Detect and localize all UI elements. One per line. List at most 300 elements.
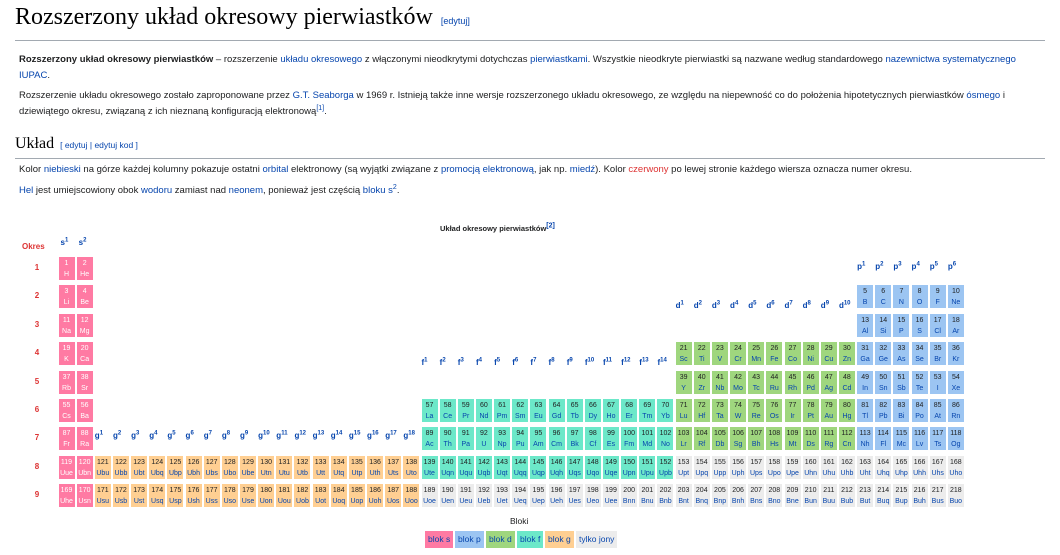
element-cell-ga[interactable]	[856, 341, 874, 366]
element-cell-fm[interactable]	[620, 426, 638, 451]
block-header-p4[interactable]: $p^4$	[911, 261, 920, 271]
element-cell-mc[interactable]	[892, 426, 910, 451]
atomic-number: 166	[913, 458, 926, 466]
element-cell-ti[interactable]	[693, 341, 711, 366]
element-cell-ho[interactable]	[602, 398, 620, 423]
element-cell-bus[interactable]	[929, 483, 947, 508]
link-osmy-okres[interactable]: ósmego	[966, 90, 1001, 101]
block-header-g13[interactable]: $g^{13}$	[312, 430, 325, 441]
element-cell-cr[interactable]	[729, 341, 747, 366]
element-cell-np[interactable]	[493, 426, 511, 451]
element-cell-nh[interactable]	[856, 426, 874, 451]
element-cell-si[interactable]	[874, 313, 892, 338]
element-cell-utn[interactable]	[257, 455, 275, 480]
block-header-g8[interactable]: $g^8$	[221, 430, 231, 441]
block-header-d7[interactable]: $d^7$	[784, 300, 793, 310]
element-cell-ni[interactable]	[802, 341, 820, 366]
element-cell-rg[interactable]	[820, 426, 838, 451]
element-cell-upe[interactable]	[784, 455, 802, 480]
element-cell-co[interactable]	[784, 341, 802, 366]
reference-2[interactable]: [2]	[546, 222, 555, 230]
element-cell-upn[interactable]	[620, 455, 638, 480]
link-seaborg[interactable]: G.T. Seaborga	[292, 90, 354, 101]
element-cell-mg[interactable]	[76, 313, 94, 338]
element-cell-te[interactable]	[911, 370, 929, 395]
element-cell-upp[interactable]	[711, 455, 729, 480]
element-cell-usu[interactable]	[94, 483, 112, 508]
element-cell-uqb[interactable]	[475, 455, 493, 480]
element-cell-se[interactable]	[911, 341, 929, 366]
section-edit-links[interactable]: [ edytuj | edytuj kod ]	[60, 140, 138, 150]
element-cell-pt[interactable]	[802, 398, 820, 423]
element-cell-la[interactable]	[421, 398, 439, 423]
element-cell-u[interactable]	[475, 426, 493, 451]
element-cell-ubb[interactable]	[112, 455, 130, 480]
element-cell-lr[interactable]	[675, 426, 693, 451]
link-neon[interactable]: neonem	[228, 185, 263, 196]
block-header-g11[interactable]: $g^{11}$	[276, 430, 288, 441]
element-cell-upo[interactable]	[765, 455, 783, 480]
element-cell-pd[interactable]	[802, 370, 820, 395]
element-cell-uue[interactable]	[58, 455, 76, 480]
element-cell-y[interactable]	[675, 370, 693, 395]
element-cell-uth[interactable]	[366, 455, 384, 480]
element-cell-ds[interactable]	[802, 426, 820, 451]
block-header-f1[interactable]: $f^1$	[421, 356, 428, 367]
element-cell-ubq[interactable]	[148, 455, 166, 480]
element-cell-ir[interactable]	[784, 398, 802, 423]
element-cell-ueu[interactable]	[457, 483, 475, 508]
element-cell-ge[interactable]	[874, 341, 892, 366]
element-cell-utu[interactable]	[275, 455, 293, 480]
element-cell-ute[interactable]	[421, 455, 439, 480]
element-cell-bnb[interactable]	[656, 483, 674, 508]
element-cell-uhp[interactable]	[892, 455, 910, 480]
element-cell-sr[interactable]	[76, 370, 94, 395]
element-cell-fr[interactable]	[58, 426, 76, 451]
element-cell-usp[interactable]	[166, 483, 184, 508]
block-header-g3[interactable]: $g^3$	[131, 430, 140, 441]
element-cell-bi[interactable]	[892, 398, 910, 423]
link-miedz[interactable]: miedź	[569, 164, 596, 175]
element-cell-upb[interactable]	[656, 455, 674, 480]
element-cell-uqu[interactable]	[457, 455, 475, 480]
element-cell-uqn[interactable]	[439, 455, 457, 480]
element-cell-mn[interactable]	[747, 341, 765, 366]
block-header-d10[interactable]: $d^{10}$	[838, 300, 851, 310]
element-cell-uee[interactable]	[602, 483, 620, 508]
element-cell-buh[interactable]	[911, 483, 929, 508]
block-header-g12[interactable]: $g^{12}$	[294, 430, 307, 441]
element-cell-sg[interactable]	[729, 426, 747, 451]
element-cell-ubu[interactable]	[94, 455, 112, 480]
element-cell-uhq[interactable]	[874, 455, 892, 480]
legend-p[interactable]: blok p	[455, 531, 484, 548]
element-cell-hs[interactable]	[765, 426, 783, 451]
element-cell-cu[interactable]	[820, 341, 838, 366]
element-cell-upu[interactable]	[638, 455, 656, 480]
reference-1[interactable]: [1]	[316, 104, 325, 112]
element-cell-f[interactable]	[929, 284, 947, 309]
element-cell-uos[interactable]	[384, 483, 402, 508]
block-header-d3[interactable]: $d^3$	[711, 300, 721, 310]
element-cell-fl[interactable]	[874, 426, 892, 451]
block-header-d9[interactable]: $d^9$	[820, 300, 830, 310]
element-cell-ubn[interactable]	[76, 455, 94, 480]
element-cell-utq[interactable]	[330, 455, 348, 480]
element-cell-uou[interactable]	[275, 483, 293, 508]
element-cell-be[interactable]	[76, 284, 94, 309]
element-cell-pa[interactable]	[457, 426, 475, 451]
element-cell-uoq[interactable]	[330, 483, 348, 508]
element-cell-au[interactable]	[820, 398, 838, 423]
element-cell-uqs[interactable]	[566, 455, 584, 480]
block-header-d4[interactable]: $d^4$	[730, 300, 739, 310]
block-header-p2[interactable]: $p^2$	[875, 261, 884, 271]
element-cell-bub[interactable]	[838, 483, 856, 508]
atomic-number: 194	[514, 487, 527, 495]
element-cell-ru[interactable]	[765, 370, 783, 395]
element-cell-uqp[interactable]	[529, 455, 547, 480]
element-cell-mo[interactable]	[729, 370, 747, 395]
link-niebieski[interactable]: niebieski	[43, 164, 81, 175]
element-cell-bnn[interactable]	[620, 483, 638, 508]
element-cell-bne[interactable]	[784, 483, 802, 508]
block-header-p6[interactable]: $p^6$	[947, 261, 957, 271]
atomic-number: 122	[115, 458, 127, 466]
element-cell-bnq[interactable]	[693, 483, 711, 508]
block-header-f4[interactable]: $f^4$	[475, 356, 482, 367]
element-cell-bnt[interactable]	[675, 483, 693, 508]
element-cell-uep[interactable]	[529, 483, 547, 508]
element-cell-bnh[interactable]	[729, 483, 747, 508]
block-header-f14[interactable]: $f^{14}$	[657, 356, 667, 367]
element-cell-ts[interactable]	[929, 426, 947, 451]
block-header-f8[interactable]: $f^8$	[548, 356, 555, 367]
element-cell-buo[interactable]	[947, 483, 965, 508]
element-cell-cf[interactable]	[584, 426, 602, 451]
element-cell-uhe[interactable]	[58, 483, 76, 508]
element-cell-bup[interactable]	[892, 483, 910, 508]
block-header-g7[interactable]: $g^7$	[203, 430, 212, 441]
element-cell-uto[interactable]	[402, 455, 420, 480]
element-cell-ubs[interactable]	[203, 455, 221, 480]
element-cell-uqq[interactable]	[511, 455, 529, 480]
element-cell-ueb[interactable]	[475, 483, 493, 508]
element-cell-uqo[interactable]	[584, 455, 602, 480]
element-cell-br[interactable]	[929, 341, 947, 366]
legend-i[interactable]: tylko jony	[576, 531, 617, 548]
element-cell-xe[interactable]	[947, 370, 965, 395]
block-header-d6[interactable]: $d^6$	[766, 300, 775, 310]
element-cell-utt[interactable]	[312, 455, 330, 480]
element-cell-db[interactable]	[711, 426, 729, 451]
block-header-g6[interactable]: $g^6$	[185, 430, 194, 441]
block-header-g17[interactable]: $g^{17}$	[385, 430, 397, 441]
link-promocja[interactable]: promocją elektronową	[440, 164, 534, 175]
element-cell-ueo[interactable]	[584, 483, 602, 508]
element-cell-use[interactable]	[239, 483, 257, 508]
element-cell-i[interactable]	[929, 370, 947, 395]
element-cell-but[interactable]	[856, 483, 874, 508]
element-cell-ba[interactable]	[76, 398, 94, 423]
element-cell-b[interactable]	[856, 284, 874, 309]
element-cell-bun[interactable]	[802, 483, 820, 508]
block-header-s1[interactable]: $s^1$	[60, 237, 69, 247]
block-header-p3[interactable]: $p^3$	[893, 261, 902, 271]
element-cell-c[interactable]	[874, 284, 892, 309]
element-cell-pb[interactable]	[874, 398, 892, 423]
element-cell-tc[interactable]	[747, 370, 765, 395]
element-cell-bno[interactable]	[765, 483, 783, 508]
element-cell-bnp[interactable]	[711, 483, 729, 508]
element-cell-ar[interactable]	[947, 313, 965, 338]
element-cell-dy[interactable]	[584, 398, 602, 423]
legend-g[interactable]: blok g	[545, 531, 574, 548]
block-header-d1[interactable]: $d^1$	[675, 300, 684, 310]
element-cell-uoh[interactable]	[366, 483, 384, 508]
element-cell-uhu[interactable]	[820, 455, 838, 480]
period-number: 8	[34, 461, 40, 471]
block-header-g14[interactable]: $g^{14}$	[330, 430, 343, 441]
element-cell-uot[interactable]	[312, 483, 330, 508]
link-orbital[interactable]: orbital	[262, 164, 289, 175]
element-cell-gd[interactable]	[548, 398, 566, 423]
element-cell-as[interactable]	[892, 341, 910, 366]
element-cell-bnu[interactable]	[638, 483, 656, 508]
element-cell-kr[interactable]	[947, 341, 965, 366]
element-cell-nb[interactable]	[711, 370, 729, 395]
block-header-g5[interactable]: $g^5$	[167, 430, 176, 441]
element-cell-cs[interactable]	[58, 398, 76, 423]
element-cell-ra[interactable]	[76, 426, 94, 451]
link-uklad-okresowy[interactable]: układu okresowego	[280, 54, 363, 65]
element-cell-p[interactable]	[892, 313, 910, 338]
element-cell-ag[interactable]	[820, 370, 838, 395]
element-cell-buu[interactable]	[820, 483, 838, 508]
block-header-f2[interactable]: $f^2$	[439, 356, 446, 367]
element-cell-uoe[interactable]	[421, 483, 439, 508]
element-cell-uts[interactable]	[384, 455, 402, 480]
atomic-number: 46	[806, 373, 815, 381]
element-cell-ueq[interactable]	[511, 483, 529, 508]
element-cell-ta[interactable]	[711, 398, 729, 423]
link-pierwiastki[interactable]: pierwiastkami	[530, 54, 588, 65]
block-header-f13[interactable]: $f^{13}$	[639, 356, 649, 367]
element-cell-pu[interactable]	[511, 426, 529, 451]
element-cell-ush[interactable]	[185, 483, 203, 508]
element-cell-uop[interactable]	[348, 483, 366, 508]
block-header-p1[interactable]: $p^1$	[857, 261, 866, 271]
element-cell-ubh[interactable]	[185, 455, 203, 480]
element-cell-sc[interactable]	[675, 341, 693, 366]
element-cell-uqt[interactable]	[493, 455, 511, 480]
block-header-f7[interactable]: $f^7$	[530, 356, 537, 367]
element-cell-k[interactable]	[58, 341, 76, 366]
element-cell-utb[interactable]	[293, 455, 311, 480]
element-cell-cm[interactable]	[548, 426, 566, 451]
element-cell-ne[interactable]	[947, 284, 965, 309]
block-header-f10[interactable]: $f^{10}$	[584, 356, 595, 367]
block-header-f12[interactable]: $f^{12}$	[621, 356, 631, 367]
block-header-g1[interactable]: $g^1$	[94, 430, 104, 441]
element-cell-no[interactable]	[656, 426, 674, 451]
legend-s[interactable]: blok s	[425, 531, 453, 548]
element-cell-cl[interactable]	[929, 313, 947, 338]
element-cell-bh[interactable]	[747, 426, 765, 451]
element-cell-ueh[interactable]	[548, 483, 566, 508]
element-cell-ubt[interactable]	[130, 455, 148, 480]
legend-f[interactable]: blok f	[517, 531, 543, 548]
block-header-g18[interactable]: $g^{18}$	[403, 430, 415, 441]
element-cell-ca[interactable]	[76, 341, 94, 366]
element-cell-upq[interactable]	[693, 455, 711, 480]
element-cell-pr[interactable]	[457, 398, 475, 423]
element-cell-h[interactable]	[58, 256, 76, 281]
block-header-g16[interactable]: $g^{16}$	[367, 430, 379, 441]
element-cell-lv[interactable]	[911, 426, 929, 451]
element-cell-ubo[interactable]	[221, 455, 239, 480]
element-cell-w[interactable]	[729, 398, 747, 423]
element-cell-ubp[interactable]	[166, 455, 184, 480]
element-cell-upt[interactable]	[675, 455, 693, 480]
element-cell-uob[interactable]	[293, 483, 311, 508]
element-cell-uoo[interactable]	[402, 483, 420, 508]
element-cell-tb[interactable]	[566, 398, 584, 423]
element-cell-li[interactable]	[58, 284, 76, 309]
element-cell-re[interactable]	[747, 398, 765, 423]
link-czerwony[interactable]: czerwony	[628, 164, 669, 175]
element-cell-buq[interactable]	[874, 483, 892, 508]
element-cell-o[interactable]	[911, 284, 929, 309]
block-header-f11[interactable]: $f^{11}$	[603, 356, 613, 367]
element-cell-bns[interactable]	[747, 483, 765, 508]
element-cell-hg[interactable]	[838, 398, 856, 423]
element-cell-og[interactable]	[947, 426, 965, 451]
element-cell-utp[interactable]	[348, 455, 366, 480]
element-cell-uhn[interactable]	[802, 455, 820, 480]
element-cell-uht[interactable]	[856, 455, 874, 480]
element-cell-hf[interactable]	[693, 398, 711, 423]
block-header-f6[interactable]: $f^6$	[512, 356, 519, 367]
element-cell-rf[interactable]	[693, 426, 711, 451]
element-cell-ac[interactable]	[421, 426, 439, 451]
element-cell-er[interactable]	[620, 398, 638, 423]
element-cell-md[interactable]	[638, 426, 656, 451]
element-cell-ce[interactable]	[439, 398, 457, 423]
element-cell-uhs[interactable]	[929, 455, 947, 480]
element-cell-sm[interactable]	[511, 398, 529, 423]
element-cell-ups[interactable]	[747, 455, 765, 480]
element-cell-mt[interactable]	[784, 426, 802, 451]
element-cell-rh[interactable]	[784, 370, 802, 395]
block-header-f3[interactable]: $f^3$	[457, 356, 464, 367]
element-cell-s[interactable]	[911, 313, 929, 338]
block-header-p5[interactable]: $p^5$	[929, 261, 938, 271]
element-cell-fe[interactable]	[765, 341, 783, 366]
element-cell-lu[interactable]	[675, 398, 693, 423]
element-cell-he[interactable]	[76, 256, 94, 281]
title-edit-link[interactable]: [edytuj]	[440, 16, 470, 26]
element-cell-am[interactable]	[529, 426, 547, 451]
element-cell-uet[interactable]	[493, 483, 511, 508]
element-cell-al[interactable]	[856, 313, 874, 338]
atomic-number: 109	[786, 430, 799, 438]
element-cell-sn[interactable]	[874, 370, 892, 395]
element-cell-yb[interactable]	[656, 398, 674, 423]
link-wodor[interactable]: wodoru	[140, 185, 173, 196]
element-cell-uhb[interactable]	[838, 455, 856, 480]
block-header-s2[interactable]: $s^2$	[78, 237, 87, 247]
element-cell-uph[interactable]	[729, 455, 747, 480]
element-cell-na[interactable]	[58, 313, 76, 338]
element-cell-rn[interactable]	[947, 398, 965, 423]
element-cell-tm[interactable]	[638, 398, 656, 423]
link-hel[interactable]: Hel	[19, 185, 34, 196]
element-cell-uho[interactable]	[947, 455, 965, 480]
element-cell-th[interactable]	[439, 426, 457, 451]
element-cell-os[interactable]	[765, 398, 783, 423]
element-cell-cd[interactable]	[838, 370, 856, 395]
element-cell-uon[interactable]	[257, 483, 275, 508]
element-cell-uhh[interactable]	[911, 455, 929, 480]
element-cell-sb[interactable]	[892, 370, 910, 395]
element-cell-zr[interactable]	[693, 370, 711, 395]
block-header-f9[interactable]: $f^9$	[566, 356, 573, 367]
element-cell-usn[interactable]	[76, 483, 94, 508]
element-cell-po[interactable]	[911, 398, 929, 423]
element-cell-ube[interactable]	[239, 455, 257, 480]
block-header-f5[interactable]: $f^5$	[494, 356, 501, 367]
element-cell-uqh[interactable]	[548, 455, 566, 480]
atomic-number: 43	[752, 373, 761, 381]
element-cell-ues[interactable]	[566, 483, 584, 508]
element-cell-cn[interactable]	[838, 426, 856, 451]
block-header-g2[interactable]: $g^2$	[112, 430, 122, 441]
link-blok-s[interactable]	[363, 185, 397, 196]
block-header-d8[interactable]: $d^8$	[802, 300, 811, 310]
element-cell-usq[interactable]	[148, 483, 166, 508]
block-header-g15[interactable]: $g^{15}$	[348, 430, 361, 441]
element-cell-bk[interactable]	[566, 426, 584, 451]
element-cell-usb[interactable]	[112, 483, 130, 508]
element-cell-ust[interactable]	[130, 483, 148, 508]
element-cell-n[interactable]	[892, 284, 910, 309]
block-header-d2[interactable]: $d^2$	[693, 300, 702, 310]
element-cell-zn[interactable]	[838, 341, 856, 366]
block-header-d5[interactable]: $d^5$	[748, 300, 757, 310]
element-cell-in[interactable]	[856, 370, 874, 395]
element-cell-v[interactable]	[711, 341, 729, 366]
element-cell-eu[interactable]	[529, 398, 547, 423]
element-cell-tl[interactable]	[856, 398, 874, 423]
element-cell-pm[interactable]	[493, 398, 511, 423]
link-nazewnictwo[interactable]: nazewnictwa systematycznego IUPAC	[19, 54, 1016, 81]
block-header-g10[interactable]: $g^{10}$	[258, 430, 270, 441]
element-cell-uen[interactable]	[439, 483, 457, 508]
element-cell-at[interactable]	[929, 398, 947, 423]
legend-d[interactable]: blok d	[486, 531, 515, 548]
element-cell-rb[interactable]	[58, 370, 76, 395]
element-cell-es[interactable]	[602, 426, 620, 451]
element-cell-uss[interactable]	[203, 483, 221, 508]
block-header-g9[interactable]: $g^9$	[240, 430, 249, 441]
element-cell-nd[interactable]	[475, 398, 493, 423]
element-cell-uqe[interactable]	[602, 455, 620, 480]
atomic-number: 115	[895, 430, 907, 438]
element-cell-uso[interactable]	[221, 483, 239, 508]
block-header-g4[interactable]: $g^4$	[149, 430, 158, 441]
